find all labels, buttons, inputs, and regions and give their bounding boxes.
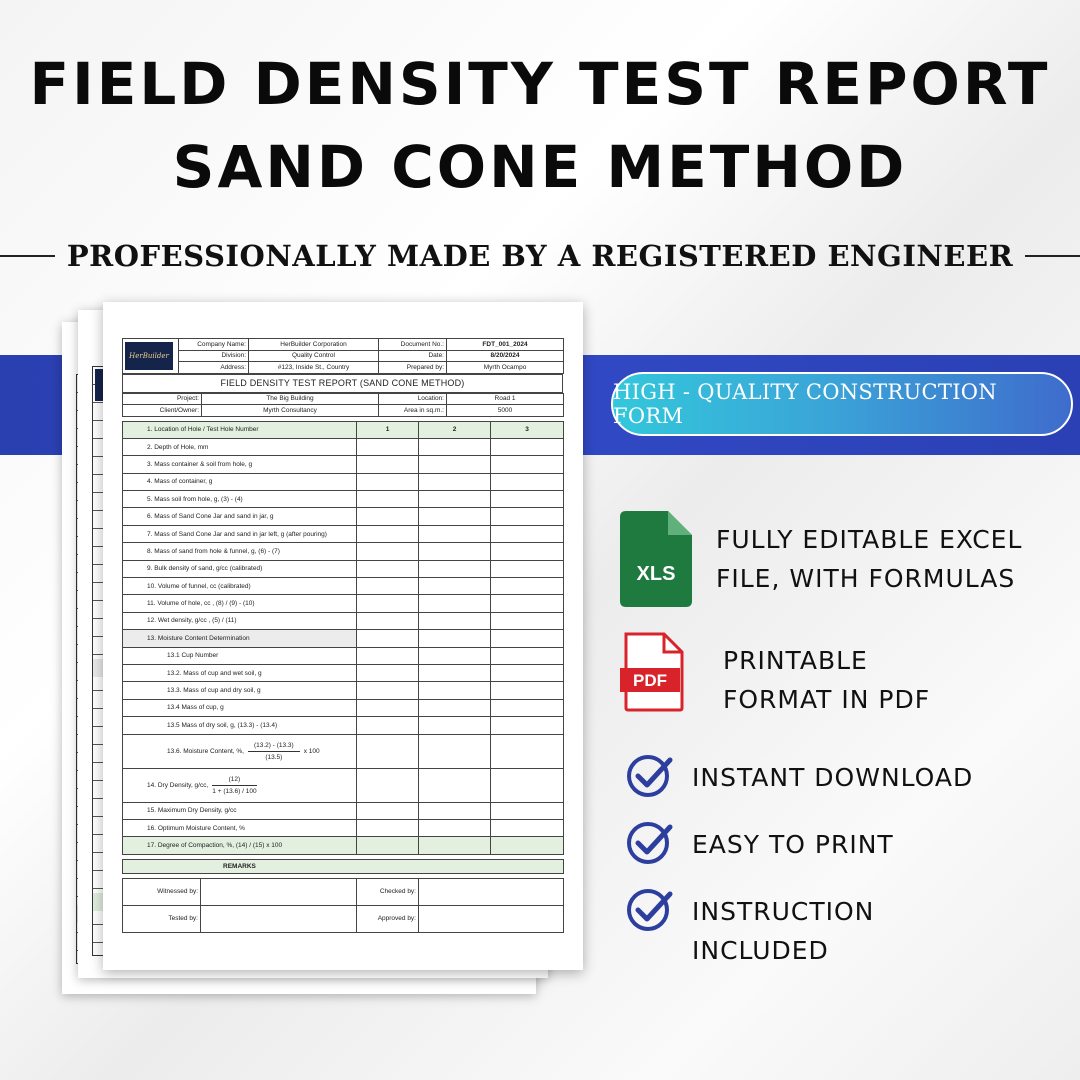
data-cell[interactable] — [491, 543, 564, 560]
table-row — [123, 664, 564, 681]
data-cell[interactable] — [419, 491, 491, 508]
xls-file-icon — [620, 511, 692, 607]
witnessed-label: Witnessed by: — [123, 878, 201, 905]
data-cell[interactable] — [491, 819, 564, 836]
data-cell[interactable] — [419, 819, 491, 836]
tested-field[interactable] — [201, 905, 357, 932]
moisture-multiplier: x 100 — [303, 747, 320, 755]
data-cell[interactable] — [419, 717, 491, 734]
data-cell[interactable] — [357, 595, 419, 612]
area-value: 5000 — [447, 405, 564, 417]
data-cell[interactable] — [419, 612, 491, 629]
feature-print: EASY TO PRINT — [692, 830, 894, 859]
data-cell[interactable] — [419, 595, 491, 612]
table-row — [123, 421, 564, 438]
moisture-numerator: (13.2) - (13.3) — [248, 742, 300, 752]
dry-density-label: 14. Dry Density, g/cc, — [147, 781, 209, 789]
approved-field[interactable] — [419, 905, 564, 932]
data-cell[interactable] — [419, 578, 491, 595]
data-cell[interactable] — [357, 699, 419, 716]
address-label: Address: — [179, 362, 249, 374]
data-cell[interactable] — [419, 664, 491, 681]
pdf-icon-label: PDF — [633, 671, 667, 690]
dry-density-numerator: (12) — [212, 776, 256, 786]
data-cell[interactable] — [357, 819, 419, 836]
division-label: Division: — [179, 350, 249, 362]
data-cell[interactable] — [357, 630, 419, 647]
subtitle-row — [0, 238, 1080, 274]
data-cell[interactable] — [491, 699, 564, 716]
docno-label: Document No.: — [379, 339, 447, 351]
data-cell[interactable] — [357, 837, 419, 854]
data-cell[interactable] — [419, 630, 491, 647]
table-row — [123, 578, 564, 595]
data-cell[interactable] — [491, 717, 564, 734]
data-cell[interactable] — [419, 543, 491, 560]
data-cell[interactable] — [491, 630, 564, 647]
dry-density-denominator: 1 + (13.6) / 100 — [212, 787, 257, 795]
data-cell[interactable] — [419, 682, 491, 699]
project-value: The Big Building — [202, 393, 379, 405]
feature-download: INSTANT DOWNLOAD — [692, 763, 974, 792]
test-data-body — [123, 421, 564, 854]
data-cell[interactable] — [491, 491, 564, 508]
feature-instruction-line2: INCLUDED — [692, 936, 829, 965]
data-cell[interactable] — [491, 508, 564, 525]
table-row — [123, 473, 564, 490]
data-cell[interactable] — [491, 647, 564, 664]
table-row — [123, 682, 564, 699]
data-cell[interactable] — [419, 473, 491, 490]
data-cell[interactable] — [357, 508, 419, 525]
data-cell[interactable] — [491, 560, 564, 577]
data-cell[interactable] — [491, 768, 564, 802]
checked-label: Checked by: — [357, 878, 419, 905]
data-cell[interactable] — [491, 456, 564, 473]
data-cell[interactable] — [491, 837, 564, 854]
row-label: 3. Mass container & soil from hole, g — [123, 456, 357, 473]
report-title: FIELD DENSITY TEST REPORT (SAND CONE METHOD) — [123, 374, 563, 392]
table-row — [123, 560, 564, 577]
row-label: 2. Depth of Hole, mm — [123, 438, 357, 455]
project-table — [122, 393, 564, 417]
row-label: 16. Optimum Moisture Content, % — [123, 819, 357, 836]
table-row — [123, 699, 564, 716]
data-cell[interactable] — [357, 543, 419, 560]
project-label: Project: — [123, 393, 202, 405]
report-document — [122, 338, 563, 933]
data-cell[interactable] — [419, 456, 491, 473]
table-row — [123, 734, 564, 768]
row-label: 12. Wet density, g/cc , (5) / (11) — [123, 612, 357, 629]
dry-density-formula — [123, 768, 357, 802]
area-label: Area in sq.m.: — [379, 405, 447, 417]
data-cell[interactable] — [419, 560, 491, 577]
pdf-file-icon — [620, 632, 686, 712]
check-circle-icon — [626, 752, 674, 800]
subrow-label: 13.3. Mass of cup and dry soil, g — [123, 682, 357, 699]
table-row — [123, 647, 564, 664]
table-row — [123, 717, 564, 734]
row-label: 7. Mass of Sand Cone Jar and sand in jar left, g (after pouring) — [123, 525, 357, 542]
data-cell[interactable] — [357, 560, 419, 577]
moisture-denominator: (13.5) — [265, 753, 283, 761]
data-cell[interactable] — [357, 473, 419, 490]
data-cell[interactable] — [419, 438, 491, 455]
data-cell[interactable] — [419, 647, 491, 664]
data-cell[interactable] — [357, 491, 419, 508]
test-data-table — [122, 421, 564, 855]
xls-icon-label: XLS — [636, 563, 676, 585]
data-cell[interactable] — [357, 438, 419, 455]
date-value: 8/20/2024 — [447, 350, 564, 362]
address-value: #123, Inside St., Country — [249, 362, 379, 374]
data-cell[interactable] — [357, 456, 419, 473]
subtitle-rule-left — [0, 255, 55, 257]
table-row — [123, 802, 564, 819]
column-header-3: 3 — [491, 421, 564, 438]
feature-excel — [716, 520, 1022, 598]
moisture-fraction — [248, 742, 300, 761]
quality-badge: HIGH - QUALITY CONSTRUCTION FORM — [611, 372, 1073, 436]
row-label: 1. Location of Hole / Test Hole Number — [123, 421, 357, 438]
data-cell[interactable] — [357, 734, 419, 768]
feature-pdf-line1: PRINTABLE — [723, 646, 868, 675]
row-label: 8. Mass of sand from hole & funnel, g, (6) - (7) — [123, 543, 357, 560]
feature-pdf — [723, 641, 930, 719]
row-label: 15. Maximum Dry Density, g/cc — [123, 802, 357, 819]
row-label: 13. Moisture Content Determination — [123, 630, 357, 647]
data-cell[interactable] — [419, 699, 491, 716]
feature-instruction-line1: INSTRUCTION — [692, 897, 875, 926]
data-cell[interactable] — [491, 473, 564, 490]
data-cell[interactable] — [491, 578, 564, 595]
data-cell[interactable] — [491, 525, 564, 542]
data-cell[interactable] — [491, 734, 564, 768]
prepared-value: Myrth Ocampo — [447, 362, 564, 374]
data-cell[interactable] — [357, 612, 419, 629]
table-row — [123, 595, 564, 612]
check-circle-icon — [626, 886, 674, 934]
subrow-label: 13.5 Mass of dry soil, g, (13.3) - (13.4) — [123, 717, 357, 734]
data-cell[interactable] — [357, 578, 419, 595]
data-cell[interactable] — [357, 717, 419, 734]
report-header-table — [122, 338, 564, 374]
table-row — [123, 543, 564, 560]
data-cell[interactable] — [491, 664, 564, 681]
feature-excel-line2: FILE, WITH FORMULAS — [716, 564, 1016, 593]
table-row — [123, 630, 564, 647]
table-row — [123, 837, 564, 854]
subtitle-rule-right — [1025, 255, 1080, 257]
data-cell[interactable] — [491, 438, 564, 455]
subrow-label: 13.4 Mass of cup, g — [123, 699, 357, 716]
approved-label: Approved by: — [357, 905, 419, 932]
feature-pdf-line2: FORMAT IN PDF — [723, 685, 931, 714]
data-cell[interactable] — [491, 612, 564, 629]
prepared-label: Prepared by: — [379, 362, 447, 374]
report-sheet — [103, 302, 583, 970]
data-cell[interactable] — [491, 682, 564, 699]
table-row — [123, 456, 564, 473]
signature-table — [122, 878, 564, 933]
logo-mark: HerBuilder — [125, 342, 173, 370]
data-cell[interactable] — [419, 837, 491, 854]
subrow-label: 13.2. Mass of cup and wet soil, g — [123, 664, 357, 681]
data-cell[interactable] — [357, 768, 419, 802]
row-label: 11. Volume of hole, cc , (8) / (9) - (10) — [123, 595, 357, 612]
docno-value: FDT_001_2024 — [447, 339, 564, 351]
report-title-table — [122, 374, 563, 393]
table-row — [123, 768, 564, 802]
main-title-line2: SAND CONE METHOD — [172, 133, 908, 201]
client-value: Myrth Consultancy — [202, 405, 379, 417]
subtitle: PROFESSIONALLY MADE BY A REGISTERED ENGINEER — [66, 239, 1014, 273]
main-title-line1: FIELD DENSITY TEST REPORT — [29, 50, 1051, 118]
table-row — [123, 491, 564, 508]
row-label: 10. Volume of funnel, cc (calibrated) — [123, 578, 357, 595]
row-label: 6. Mass of Sand Cone Jar and sand in jar, g — [123, 508, 357, 525]
company-label: Company Name: — [179, 339, 249, 351]
data-cell[interactable] — [419, 508, 491, 525]
data-cell[interactable] — [419, 802, 491, 819]
data-cell[interactable] — [357, 802, 419, 819]
data-cell[interactable] — [419, 525, 491, 542]
row-label: 17. Degree of Compaction, %, (14) / (15) x 100 — [123, 837, 357, 854]
witnessed-field[interactable] — [201, 878, 357, 905]
table-row — [123, 819, 564, 836]
data-cell[interactable] — [357, 647, 419, 664]
table-row — [123, 525, 564, 542]
company-value: HerBuilder Corporation — [249, 339, 379, 351]
data-cell[interactable] — [491, 595, 564, 612]
row-label: 5. Mass soil from hole, g, (3) - (4) — [123, 491, 357, 508]
row-label: 4. Mass of container, g — [123, 473, 357, 490]
data-cell[interactable] — [357, 664, 419, 681]
data-cell[interactable] — [357, 682, 419, 699]
client-label: Client/Owner: — [123, 405, 202, 417]
moisture-formula — [123, 734, 357, 768]
tested-label: Tested by: — [123, 905, 201, 932]
remarks-table — [122, 859, 564, 874]
data-cell[interactable] — [491, 802, 564, 819]
division-value: Quality Control — [249, 350, 379, 362]
feature-excel-line1: FULLY EDITABLE EXCEL — [716, 525, 1023, 554]
dry-density-fraction — [212, 776, 256, 795]
data-cell[interactable] — [357, 525, 419, 542]
company-logo — [123, 339, 179, 374]
location-label: Location: — [379, 393, 447, 405]
location-value: Road 1 — [447, 393, 564, 405]
table-row — [123, 508, 564, 525]
column-header-2: 2 — [419, 421, 491, 438]
date-label: Date: — [379, 350, 447, 362]
checked-field[interactable] — [419, 878, 564, 905]
remarks-header: REMARKS — [123, 859, 564, 873]
row-label: 9. Bulk density of sand, g/cc (calibrated) — [123, 560, 357, 577]
check-circle-icon — [626, 819, 674, 867]
column-header-1: 1 — [357, 421, 419, 438]
moisture-label: 13.6. Moisture Content, %, — [167, 747, 244, 755]
data-cell[interactable] — [419, 734, 491, 768]
table-row — [123, 612, 564, 629]
data-cell[interactable] — [419, 768, 491, 802]
feature-instruction — [692, 892, 874, 970]
table-row — [123, 438, 564, 455]
subrow-label: 13.1 Cup Number — [123, 647, 357, 664]
